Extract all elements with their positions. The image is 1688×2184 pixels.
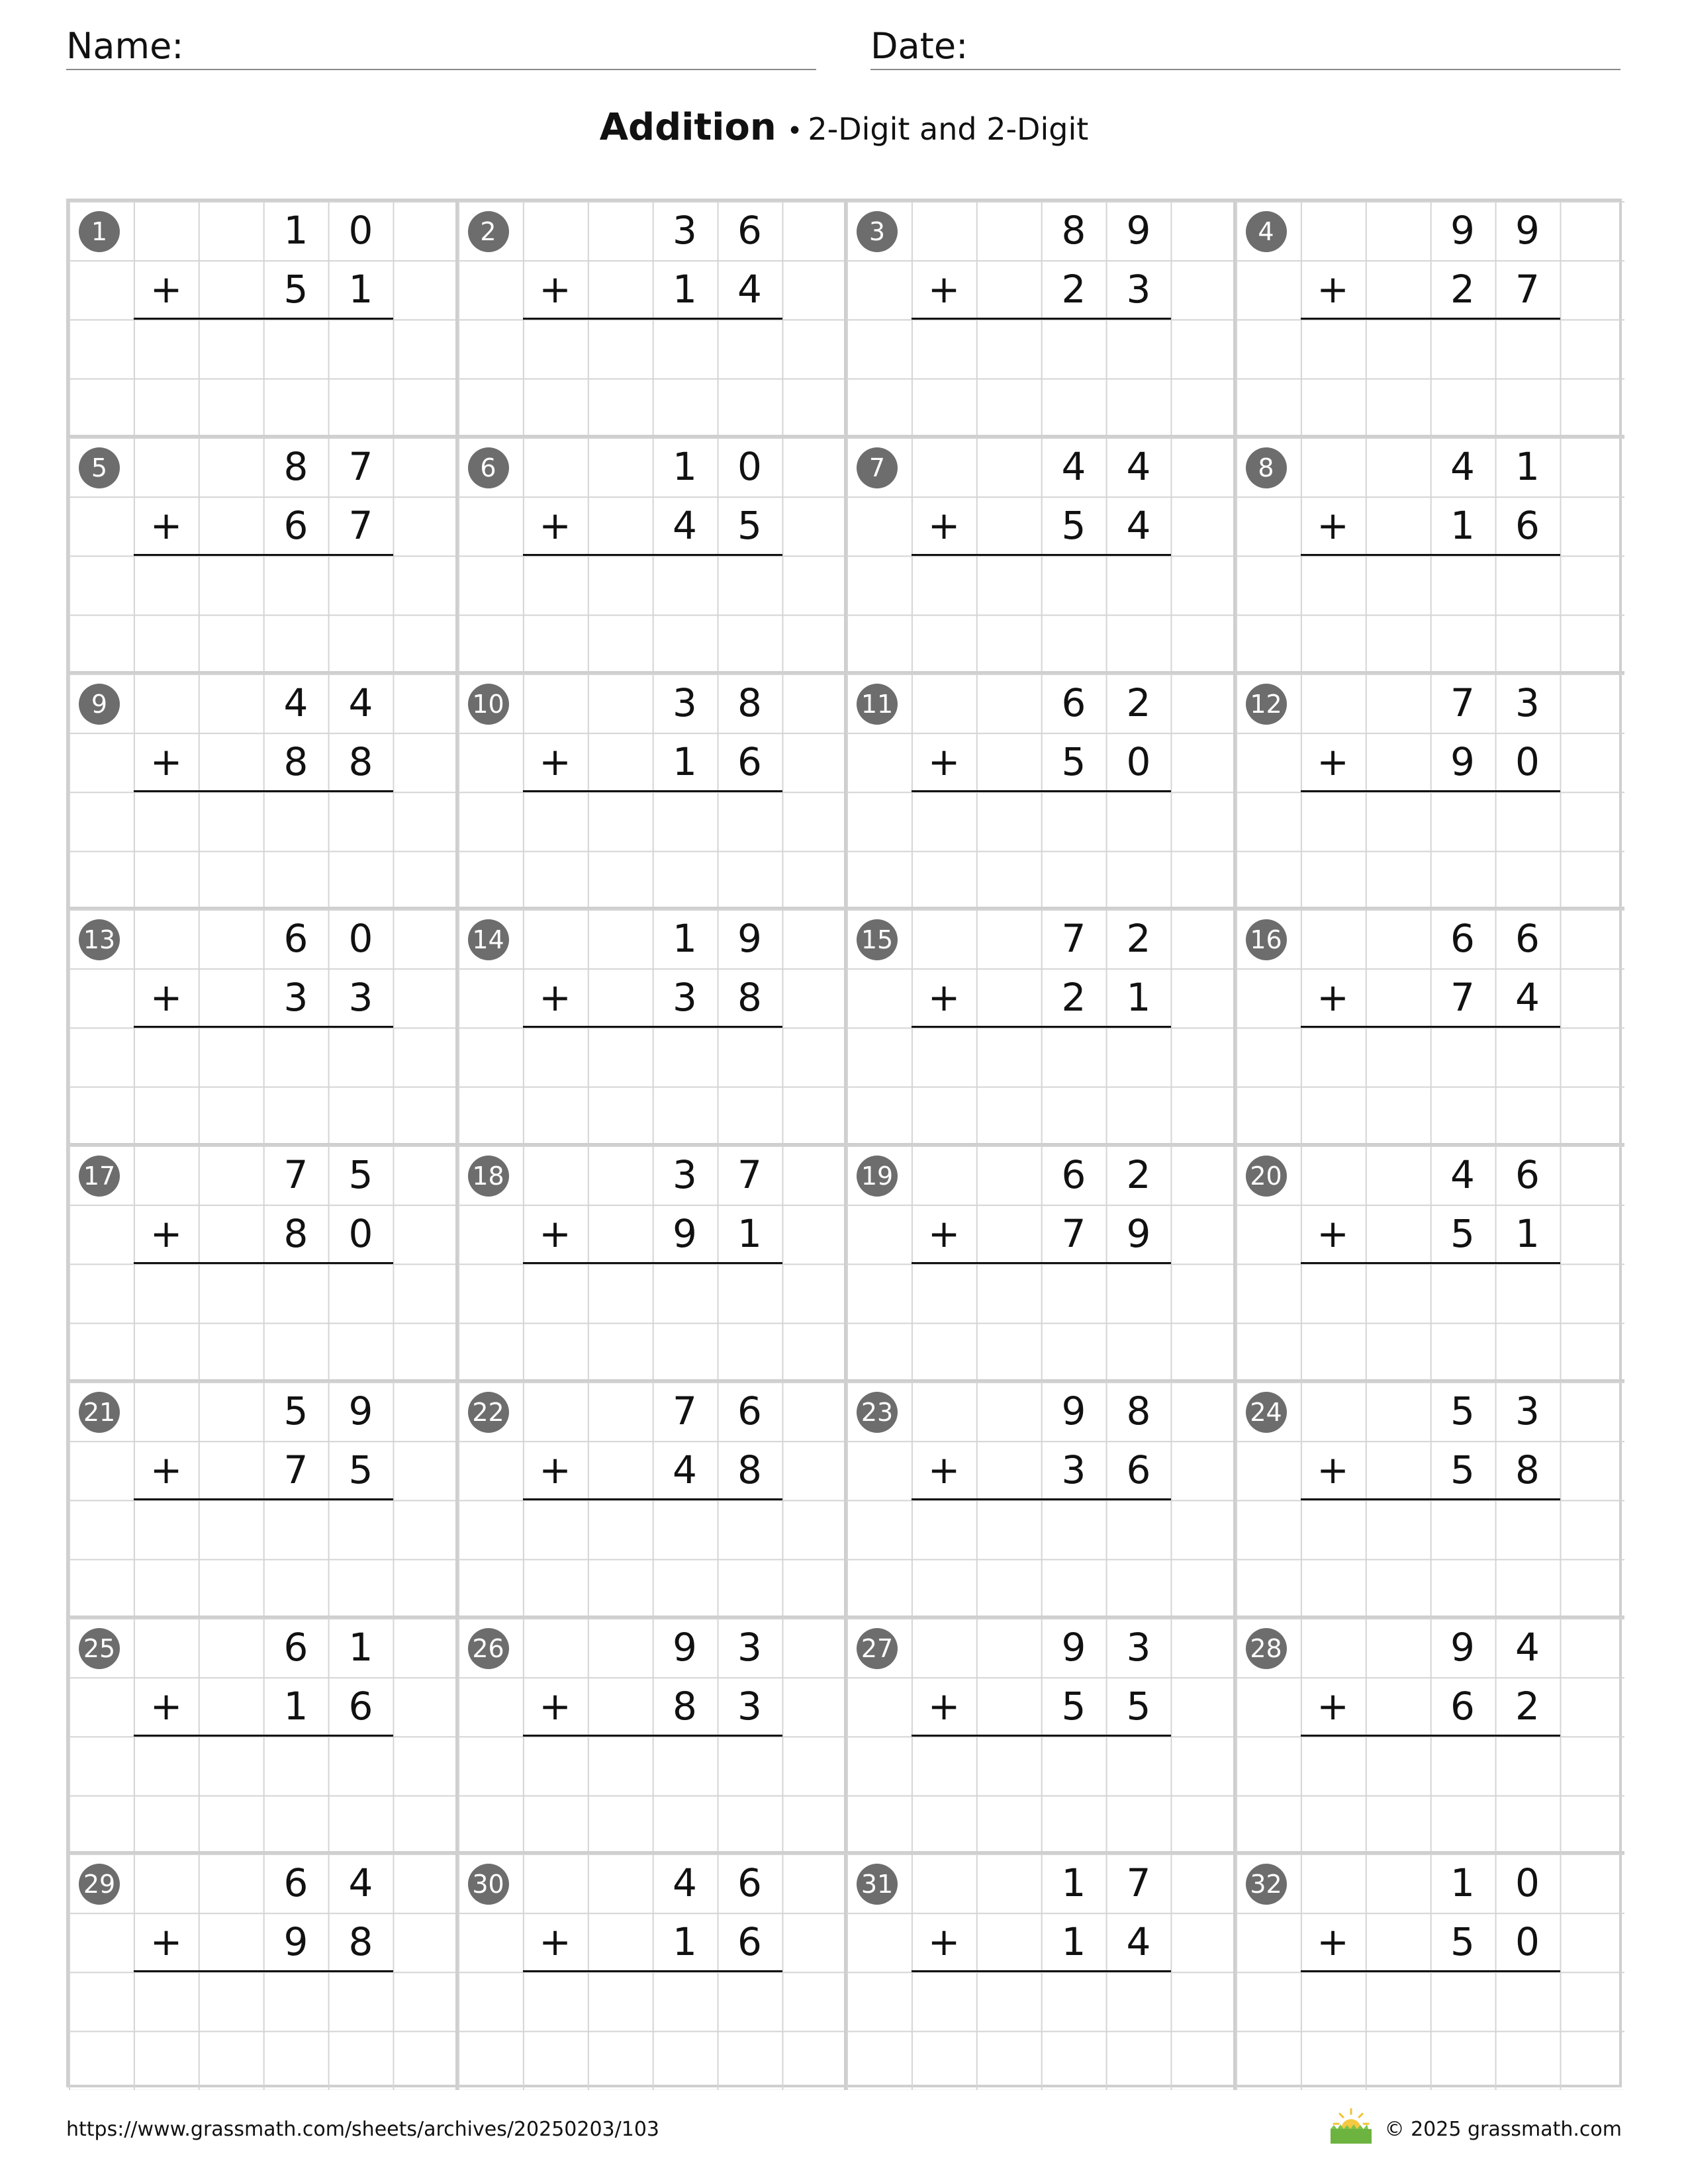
bottom-tens-digit: 1 bbox=[1450, 502, 1475, 548]
bottom-ones-digit: 4 bbox=[1126, 502, 1151, 548]
top-ones-digit: 0 bbox=[348, 208, 373, 253]
top-tens-digit: 1 bbox=[673, 916, 697, 962]
bottom-tens-digit: 2 bbox=[1450, 267, 1475, 312]
top-ones-digit: 6 bbox=[1515, 916, 1540, 962]
problem-block bbox=[1236, 1382, 1625, 1618]
plus-sign: + bbox=[1317, 267, 1349, 312]
plus-sign: + bbox=[150, 739, 183, 784]
plus-sign: + bbox=[150, 1447, 183, 1492]
top-tens-digit: 7 bbox=[283, 1152, 308, 1197]
answer-line bbox=[523, 318, 782, 320]
problem-block bbox=[458, 201, 847, 437]
top-ones-digit: 7 bbox=[737, 1152, 762, 1197]
bottom-ones-digit: 3 bbox=[1126, 267, 1151, 312]
top-tens-digit: 4 bbox=[283, 680, 308, 725]
top-tens-digit: 9 bbox=[1450, 1624, 1475, 1670]
bottom-ones-digit: 2 bbox=[1515, 1683, 1540, 1729]
problem-block bbox=[1236, 201, 1625, 437]
problem-number-badge: 7 bbox=[857, 447, 898, 488]
top-ones-digit: 3 bbox=[1126, 1624, 1151, 1670]
top-tens-digit: 6 bbox=[283, 1860, 308, 1906]
top-tens-digit: 7 bbox=[673, 1388, 697, 1433]
answer-line bbox=[523, 1026, 782, 1028]
bottom-ones-digit: 6 bbox=[1126, 1447, 1151, 1492]
problem-block bbox=[1236, 1146, 1625, 1382]
problem-number-badge: 14 bbox=[468, 919, 509, 960]
top-ones-digit: 0 bbox=[1515, 1860, 1540, 1906]
bottom-tens-digit: 5 bbox=[1061, 1683, 1086, 1729]
top-tens-digit: 6 bbox=[1061, 680, 1086, 725]
bottom-ones-digit: 4 bbox=[1126, 1919, 1151, 1965]
problem-block bbox=[458, 1618, 847, 1854]
problem-block bbox=[69, 201, 458, 437]
top-tens-digit: 1 bbox=[1061, 1860, 1086, 1906]
bottom-tens-digit: 7 bbox=[283, 1447, 308, 1492]
problem-block bbox=[847, 437, 1236, 674]
bottom-ones-digit: 5 bbox=[348, 1447, 373, 1492]
plus-sign: + bbox=[539, 1683, 571, 1729]
top-ones-digit: 3 bbox=[1515, 1388, 1540, 1433]
plus-sign: + bbox=[1317, 1919, 1349, 1965]
problem-block bbox=[69, 437, 458, 674]
bottom-tens-digit: 5 bbox=[1061, 739, 1086, 784]
top-tens-digit: 7 bbox=[1450, 680, 1475, 725]
bottom-tens-digit: 8 bbox=[283, 739, 308, 784]
plus-sign: + bbox=[1317, 1211, 1349, 1256]
top-tens-digit: 4 bbox=[1061, 443, 1086, 489]
problem-number-badge: 28 bbox=[1246, 1628, 1287, 1669]
problem-number-badge: 17 bbox=[79, 1156, 120, 1197]
top-tens-digit: 9 bbox=[1450, 208, 1475, 253]
bottom-ones-digit: 6 bbox=[737, 739, 762, 784]
top-tens-digit: 1 bbox=[283, 208, 308, 253]
plus-sign: + bbox=[150, 975, 183, 1021]
plus-sign: + bbox=[150, 1211, 183, 1256]
problem-number-badge: 11 bbox=[857, 684, 898, 725]
top-tens-digit: 6 bbox=[283, 1624, 308, 1670]
bottom-ones-digit: 6 bbox=[348, 1683, 373, 1729]
date-field[interactable] bbox=[870, 20, 1620, 70]
answer-line bbox=[134, 790, 393, 792]
problem-number-badge: 13 bbox=[79, 919, 120, 960]
top-tens-digit: 5 bbox=[283, 1388, 308, 1433]
bottom-ones-digit: 7 bbox=[348, 502, 373, 548]
answer-line bbox=[134, 318, 393, 320]
top-tens-digit: 6 bbox=[1450, 916, 1475, 962]
answer-line bbox=[912, 1735, 1171, 1737]
bottom-tens-digit: 2 bbox=[1061, 975, 1086, 1021]
sun-over-grass-icon bbox=[1328, 2107, 1374, 2146]
plus-sign: + bbox=[1317, 1683, 1349, 1729]
bottom-tens-digit: 3 bbox=[1061, 1447, 1086, 1492]
title-main: Addition bbox=[599, 106, 776, 149]
top-ones-digit: 3 bbox=[1515, 680, 1540, 725]
answer-line bbox=[912, 554, 1171, 556]
problem-number-badge: 15 bbox=[857, 919, 898, 960]
top-tens-digit: 8 bbox=[283, 443, 308, 489]
problem-number-badge: 30 bbox=[468, 1864, 509, 1905]
top-ones-digit: 1 bbox=[348, 1624, 373, 1670]
top-tens-digit: 9 bbox=[673, 1624, 697, 1670]
plus-sign: + bbox=[927, 502, 961, 548]
problem-number-badge: 6 bbox=[468, 447, 509, 488]
plus-sign: + bbox=[539, 1211, 571, 1256]
bottom-ones-digit: 0 bbox=[1515, 1919, 1540, 1965]
problem-block bbox=[69, 1854, 458, 2090]
problem-number-badge: 10 bbox=[468, 684, 509, 725]
problem-block bbox=[847, 201, 1236, 437]
top-tens-digit: 4 bbox=[1450, 443, 1475, 489]
bottom-tens-digit: 4 bbox=[673, 502, 697, 548]
bottom-tens-digit: 7 bbox=[1061, 1211, 1086, 1256]
top-ones-digit: 9 bbox=[1515, 208, 1540, 253]
problem-number-badge: 23 bbox=[857, 1392, 898, 1433]
problem-number-badge: 18 bbox=[468, 1156, 509, 1197]
problem-number-badge: 24 bbox=[1246, 1392, 1287, 1433]
bottom-tens-digit: 1 bbox=[673, 1919, 697, 1965]
footer-copyright: © 2025 grassmath.com bbox=[1384, 2118, 1622, 2141]
plus-sign: + bbox=[539, 975, 571, 1021]
plus-sign: + bbox=[150, 1919, 183, 1965]
bottom-ones-digit: 3 bbox=[348, 975, 373, 1021]
bottom-tens-digit: 5 bbox=[283, 267, 308, 312]
title-subtitle: 2-Digit and 2-Digit bbox=[808, 111, 1089, 147]
bottom-tens-digit: 5 bbox=[1450, 1447, 1475, 1492]
top-ones-digit: 6 bbox=[737, 1388, 762, 1433]
bottom-tens-digit: 1 bbox=[673, 739, 697, 784]
plus-sign: + bbox=[539, 1919, 571, 1965]
top-ones-digit: 9 bbox=[348, 1388, 373, 1433]
bottom-tens-digit: 3 bbox=[283, 975, 308, 1021]
answer-line bbox=[912, 1262, 1171, 1264]
answer-line bbox=[1301, 1262, 1560, 1264]
bottom-ones-digit: 3 bbox=[737, 1683, 762, 1729]
answer-line bbox=[523, 1735, 782, 1737]
bottom-ones-digit: 0 bbox=[1515, 739, 1540, 784]
plus-sign: + bbox=[539, 502, 571, 548]
bottom-tens-digit: 5 bbox=[1450, 1211, 1475, 1256]
problem-block bbox=[69, 674, 458, 910]
answer-line bbox=[912, 1026, 1171, 1028]
problem-number-badge: 8 bbox=[1246, 447, 1287, 488]
problem-number-badge: 21 bbox=[79, 1392, 120, 1433]
answer-line bbox=[134, 1970, 393, 1972]
plus-sign: + bbox=[927, 1919, 961, 1965]
answer-line bbox=[134, 554, 393, 556]
bottom-ones-digit: 1 bbox=[348, 267, 373, 312]
bottom-ones-digit: 8 bbox=[1515, 1447, 1540, 1492]
problem-block bbox=[1236, 674, 1625, 910]
problem-block bbox=[458, 437, 847, 674]
bottom-ones-digit: 4 bbox=[1515, 975, 1540, 1021]
top-ones-digit: 7 bbox=[1126, 1860, 1151, 1906]
top-ones-digit: 2 bbox=[1126, 1152, 1151, 1197]
problem-number-badge: 16 bbox=[1246, 919, 1287, 960]
problem-block bbox=[1236, 909, 1625, 1146]
top-tens-digit: 4 bbox=[673, 1860, 697, 1906]
footer-url: https://www.grassmath.com/sheets/archives/20250203/103 bbox=[66, 2118, 660, 2141]
bottom-ones-digit: 1 bbox=[737, 1211, 762, 1256]
top-ones-digit: 9 bbox=[1126, 208, 1151, 253]
top-ones-digit: 6 bbox=[737, 208, 762, 253]
bottom-tens-digit: 9 bbox=[673, 1211, 697, 1256]
problem-block bbox=[458, 1146, 847, 1382]
top-tens-digit: 7 bbox=[1061, 916, 1086, 962]
problem-number-badge: 19 bbox=[857, 1156, 898, 1197]
title-separator: • bbox=[786, 116, 803, 146]
answer-line bbox=[912, 1970, 1171, 1972]
bottom-ones-digit: 5 bbox=[737, 502, 762, 548]
bottom-tens-digit: 8 bbox=[283, 1211, 308, 1256]
plus-sign: + bbox=[927, 739, 961, 784]
top-ones-digit: 2 bbox=[1126, 916, 1151, 962]
plus-sign: + bbox=[927, 1683, 961, 1729]
plus-sign: + bbox=[539, 739, 571, 784]
top-ones-digit: 4 bbox=[348, 1860, 373, 1906]
problem-number-badge: 20 bbox=[1246, 1156, 1287, 1197]
problem-block bbox=[458, 1854, 847, 2090]
bottom-tens-digit: 5 bbox=[1061, 502, 1086, 548]
problem-block bbox=[1236, 1854, 1625, 2090]
bottom-ones-digit: 8 bbox=[737, 975, 762, 1021]
bottom-tens-digit: 1 bbox=[283, 1683, 308, 1729]
answer-line bbox=[912, 1498, 1171, 1500]
problem-block bbox=[1236, 1618, 1625, 1854]
bottom-tens-digit: 6 bbox=[283, 502, 308, 548]
problem-block bbox=[458, 909, 847, 1146]
plus-sign: + bbox=[1317, 975, 1349, 1021]
problem-number-badge: 2 bbox=[468, 211, 509, 252]
bottom-ones-digit: 9 bbox=[1126, 1211, 1151, 1256]
top-ones-digit: 3 bbox=[737, 1624, 762, 1670]
plus-sign: + bbox=[539, 1447, 571, 1492]
plus-sign: + bbox=[150, 1683, 183, 1729]
answer-line bbox=[1301, 1735, 1560, 1737]
answer-line bbox=[1301, 554, 1560, 556]
top-ones-digit: 9 bbox=[737, 916, 762, 962]
answer-line bbox=[134, 1262, 393, 1264]
top-tens-digit: 1 bbox=[673, 443, 697, 489]
top-ones-digit: 0 bbox=[737, 443, 762, 489]
plus-sign: + bbox=[539, 267, 571, 312]
bottom-tens-digit: 2 bbox=[1061, 267, 1086, 312]
plus-sign: + bbox=[927, 267, 961, 312]
name-label: Name: bbox=[66, 25, 184, 67]
problem-block bbox=[847, 1854, 1236, 2090]
problem-block bbox=[69, 1618, 458, 1854]
top-ones-digit: 5 bbox=[348, 1152, 373, 1197]
worksheet-title bbox=[0, 106, 1688, 149]
problem-block bbox=[847, 1382, 1236, 1618]
answer-line bbox=[523, 790, 782, 792]
bottom-tens-digit: 1 bbox=[673, 267, 697, 312]
bottom-ones-digit: 0 bbox=[1126, 739, 1151, 784]
bottom-ones-digit: 6 bbox=[737, 1919, 762, 1965]
top-tens-digit: 6 bbox=[1061, 1152, 1086, 1197]
top-tens-digit: 3 bbox=[673, 208, 697, 253]
bottom-tens-digit: 1 bbox=[1061, 1919, 1086, 1965]
date-label: Date: bbox=[870, 25, 968, 67]
problem-block bbox=[69, 1146, 458, 1382]
answer-line bbox=[1301, 1498, 1560, 1500]
problem-number-badge: 27 bbox=[857, 1628, 898, 1669]
bottom-tens-digit: 9 bbox=[1450, 739, 1475, 784]
problem-block bbox=[69, 1382, 458, 1618]
top-ones-digit: 2 bbox=[1126, 680, 1151, 725]
bottom-tens-digit: 9 bbox=[283, 1919, 308, 1965]
problem-number-badge: 26 bbox=[468, 1628, 509, 1669]
answer-line bbox=[1301, 1970, 1560, 1972]
bottom-tens-digit: 5 bbox=[1450, 1919, 1475, 1965]
plus-sign: + bbox=[1317, 502, 1349, 548]
top-ones-digit: 6 bbox=[737, 1860, 762, 1906]
bottom-tens-digit: 4 bbox=[673, 1447, 697, 1492]
top-ones-digit: 1 bbox=[1515, 443, 1540, 489]
bottom-tens-digit: 8 bbox=[673, 1683, 697, 1729]
bottom-ones-digit: 5 bbox=[1126, 1683, 1151, 1729]
plus-sign: + bbox=[1317, 1447, 1349, 1492]
problem-number-badge: 1 bbox=[79, 211, 120, 252]
answer-line bbox=[523, 1498, 782, 1500]
top-ones-digit: 6 bbox=[1515, 1152, 1540, 1197]
top-tens-digit: 8 bbox=[1061, 208, 1086, 253]
answer-line bbox=[1301, 1026, 1560, 1028]
top-ones-digit: 7 bbox=[348, 443, 373, 489]
bottom-ones-digit: 0 bbox=[348, 1211, 373, 1256]
top-ones-digit: 8 bbox=[1126, 1388, 1151, 1433]
bottom-ones-digit: 8 bbox=[348, 1919, 373, 1965]
problem-block bbox=[847, 674, 1236, 910]
top-tens-digit: 5 bbox=[1450, 1388, 1475, 1433]
top-tens-digit: 4 bbox=[1450, 1152, 1475, 1197]
bottom-ones-digit: 6 bbox=[1515, 502, 1540, 548]
problem-block bbox=[458, 674, 847, 910]
plus-sign: + bbox=[1317, 739, 1349, 784]
top-ones-digit: 4 bbox=[1126, 443, 1151, 489]
problem-number-badge: 22 bbox=[468, 1392, 509, 1433]
answer-line bbox=[523, 1970, 782, 1972]
top-ones-digit: 8 bbox=[737, 680, 762, 725]
top-tens-digit: 9 bbox=[1061, 1388, 1086, 1433]
problem-number-badge: 29 bbox=[79, 1864, 120, 1905]
bottom-tens-digit: 3 bbox=[673, 975, 697, 1021]
top-ones-digit: 0 bbox=[348, 916, 373, 962]
problem-grid bbox=[66, 199, 1622, 2087]
problem-block bbox=[1236, 437, 1625, 674]
problem-number-badge: 3 bbox=[857, 211, 898, 252]
answer-line bbox=[1301, 790, 1560, 792]
top-tens-digit: 9 bbox=[1061, 1624, 1086, 1670]
bottom-ones-digit: 1 bbox=[1515, 1211, 1540, 1256]
problem-number-badge: 31 bbox=[857, 1864, 898, 1905]
plus-sign: + bbox=[927, 975, 961, 1021]
problem-number-badge: 4 bbox=[1246, 211, 1287, 252]
problem-block bbox=[847, 1618, 1236, 1854]
top-ones-digit: 4 bbox=[1515, 1624, 1540, 1670]
plus-sign: + bbox=[927, 1211, 961, 1256]
plus-sign: + bbox=[150, 267, 183, 312]
bottom-tens-digit: 7 bbox=[1450, 975, 1475, 1021]
answer-line bbox=[134, 1498, 393, 1500]
problem-block bbox=[458, 1382, 847, 1618]
plus-sign: + bbox=[927, 1447, 961, 1492]
problem-number-badge: 32 bbox=[1246, 1864, 1287, 1905]
bottom-ones-digit: 1 bbox=[1126, 975, 1151, 1021]
problem-block bbox=[847, 1146, 1236, 1382]
top-tens-digit: 6 bbox=[283, 916, 308, 962]
problem-number-badge: 5 bbox=[79, 447, 120, 488]
top-tens-digit: 1 bbox=[1450, 1860, 1475, 1906]
answer-line bbox=[1301, 318, 1560, 320]
bottom-ones-digit: 4 bbox=[737, 267, 762, 312]
answer-line bbox=[912, 318, 1171, 320]
bottom-ones-digit: 7 bbox=[1515, 267, 1540, 312]
answer-line bbox=[912, 790, 1171, 792]
name-field[interactable] bbox=[66, 20, 816, 70]
answer-line bbox=[523, 554, 782, 556]
problem-block bbox=[69, 909, 458, 1146]
problem-number-badge: 25 bbox=[79, 1628, 120, 1669]
top-ones-digit: 4 bbox=[348, 680, 373, 725]
top-tens-digit: 3 bbox=[673, 680, 697, 725]
bottom-ones-digit: 8 bbox=[737, 1447, 762, 1492]
answer-line bbox=[134, 1735, 393, 1737]
problem-number-badge: 12 bbox=[1246, 684, 1287, 725]
problem-block bbox=[847, 909, 1236, 1146]
top-tens-digit: 3 bbox=[673, 1152, 697, 1197]
problem-number-badge: 9 bbox=[79, 684, 120, 725]
bottom-tens-digit: 6 bbox=[1450, 1683, 1475, 1729]
answer-line bbox=[134, 1026, 393, 1028]
bottom-ones-digit: 8 bbox=[348, 739, 373, 784]
answer-line bbox=[523, 1262, 782, 1264]
plus-sign: + bbox=[150, 502, 183, 548]
